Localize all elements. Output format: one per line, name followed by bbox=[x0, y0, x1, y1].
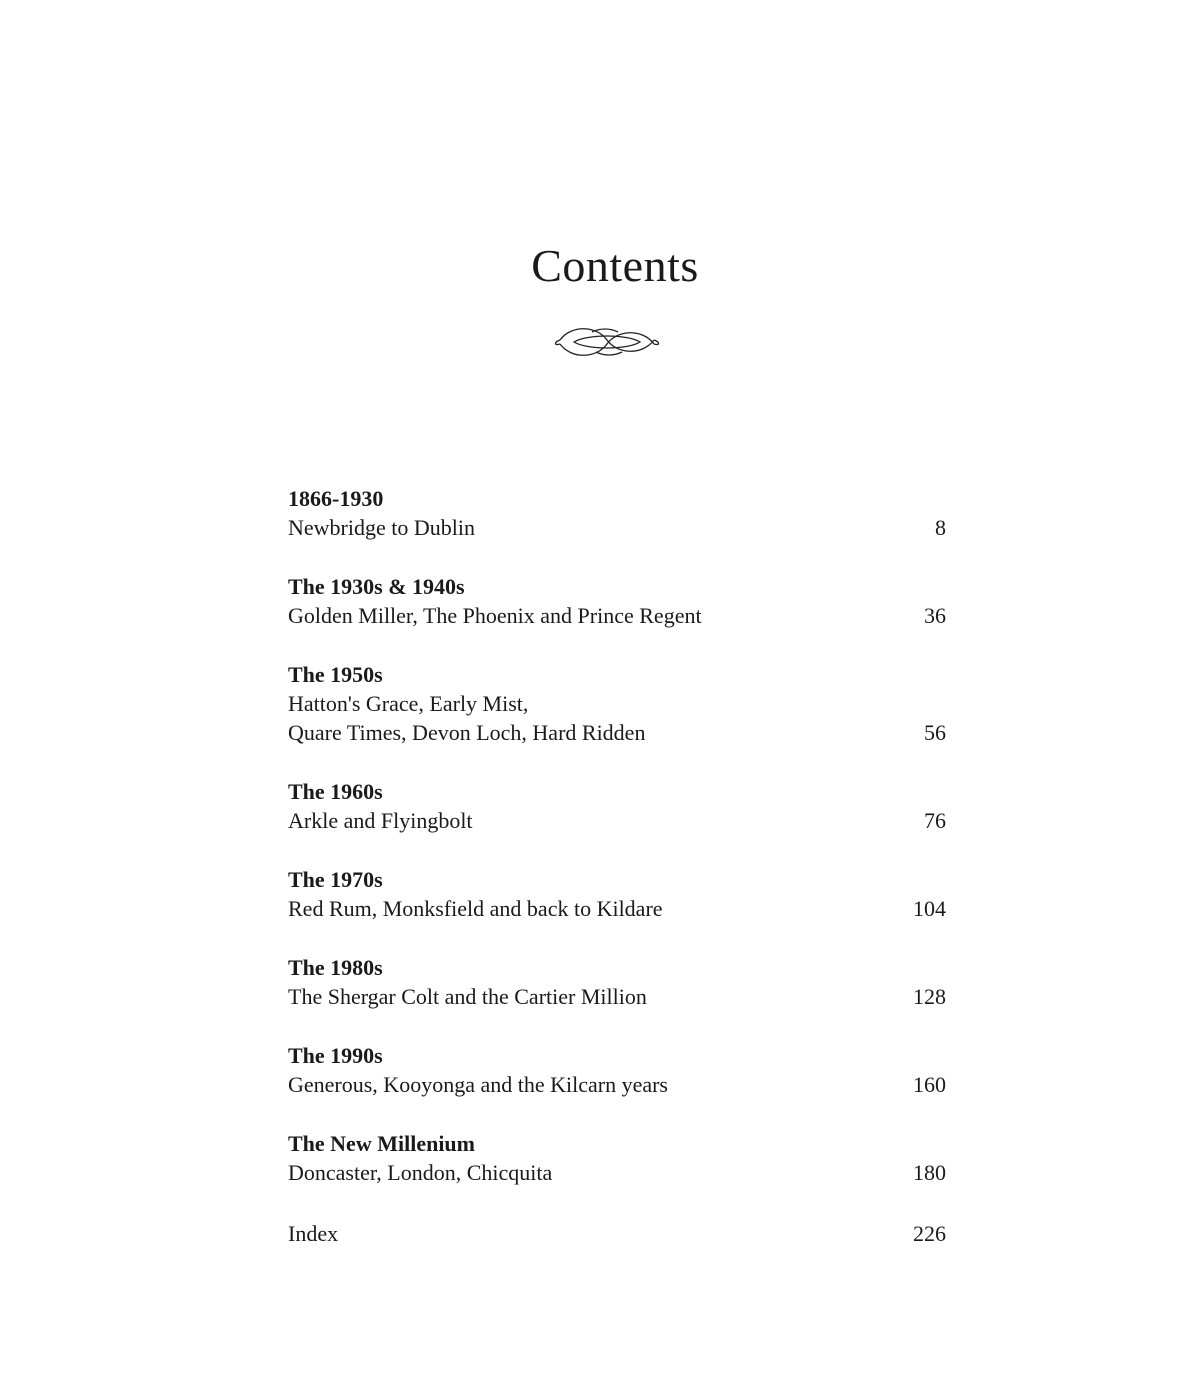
scroll-flourish-icon bbox=[552, 318, 662, 366]
toc-section-new-millenium[interactable] bbox=[288, 1129, 958, 1187]
page-number: 128 bbox=[913, 984, 946, 1009]
toc-index-entry[interactable] bbox=[288, 1219, 958, 1248]
page-title: Contents bbox=[531, 239, 699, 291]
section-subtitle: Golden Miller, The Phoenix and Prince Regent bbox=[288, 603, 702, 628]
section-subtitle: Newbridge to Dublin bbox=[288, 515, 475, 540]
toc-section-1990s[interactable] bbox=[288, 1041, 958, 1099]
page-number: 160 bbox=[913, 1072, 946, 1097]
toc-section-1930s-1940s[interactable] bbox=[288, 572, 958, 630]
page-number: 36 bbox=[924, 603, 946, 628]
toc-section-1960s[interactable] bbox=[288, 777, 958, 835]
section-heading: The 1970s bbox=[288, 867, 383, 892]
index-label: Index bbox=[288, 1221, 339, 1246]
section-heading: The 1930s & 1940s bbox=[288, 574, 465, 599]
toc-section-1866-1930[interactable] bbox=[288, 484, 958, 542]
section-subtitle: Generous, Kooyonga and the Kilcarn years bbox=[288, 1072, 668, 1097]
toc-section-1970s[interactable] bbox=[288, 865, 958, 923]
page-number: 226 bbox=[913, 1221, 946, 1246]
section-heading: The 1990s bbox=[288, 1043, 383, 1068]
section-heading: The 1960s bbox=[288, 779, 383, 804]
toc-section-1950s[interactable] bbox=[288, 660, 958, 747]
section-subtitle: Quare Times, Devon Loch, Hard Ridden bbox=[288, 720, 646, 745]
section-subtitle: Arkle and Flyingbolt bbox=[288, 808, 473, 833]
toc-section-1980s[interactable] bbox=[288, 953, 958, 1011]
page-number: 8 bbox=[935, 515, 946, 540]
page-number: 76 bbox=[924, 808, 946, 833]
section-heading: The 1980s bbox=[288, 955, 383, 980]
section-subtitle: Red Rum, Monksfield and back to Kildare bbox=[288, 896, 663, 921]
page-number: 180 bbox=[913, 1160, 946, 1185]
section-heading: The 1950s bbox=[288, 662, 383, 687]
section-subtitle: Hatton's Grace, Early Mist, bbox=[288, 691, 529, 716]
section-heading: 1866-1930 bbox=[288, 486, 384, 511]
section-subtitle: Doncaster, London, Chicquita bbox=[288, 1160, 553, 1185]
page-number: 56 bbox=[924, 720, 946, 745]
section-heading: The New Millenium bbox=[288, 1131, 475, 1156]
page-number: 104 bbox=[913, 896, 946, 921]
table-of-contents bbox=[288, 484, 958, 1248]
section-subtitle: The Shergar Colt and the Cartier Million bbox=[288, 984, 647, 1009]
